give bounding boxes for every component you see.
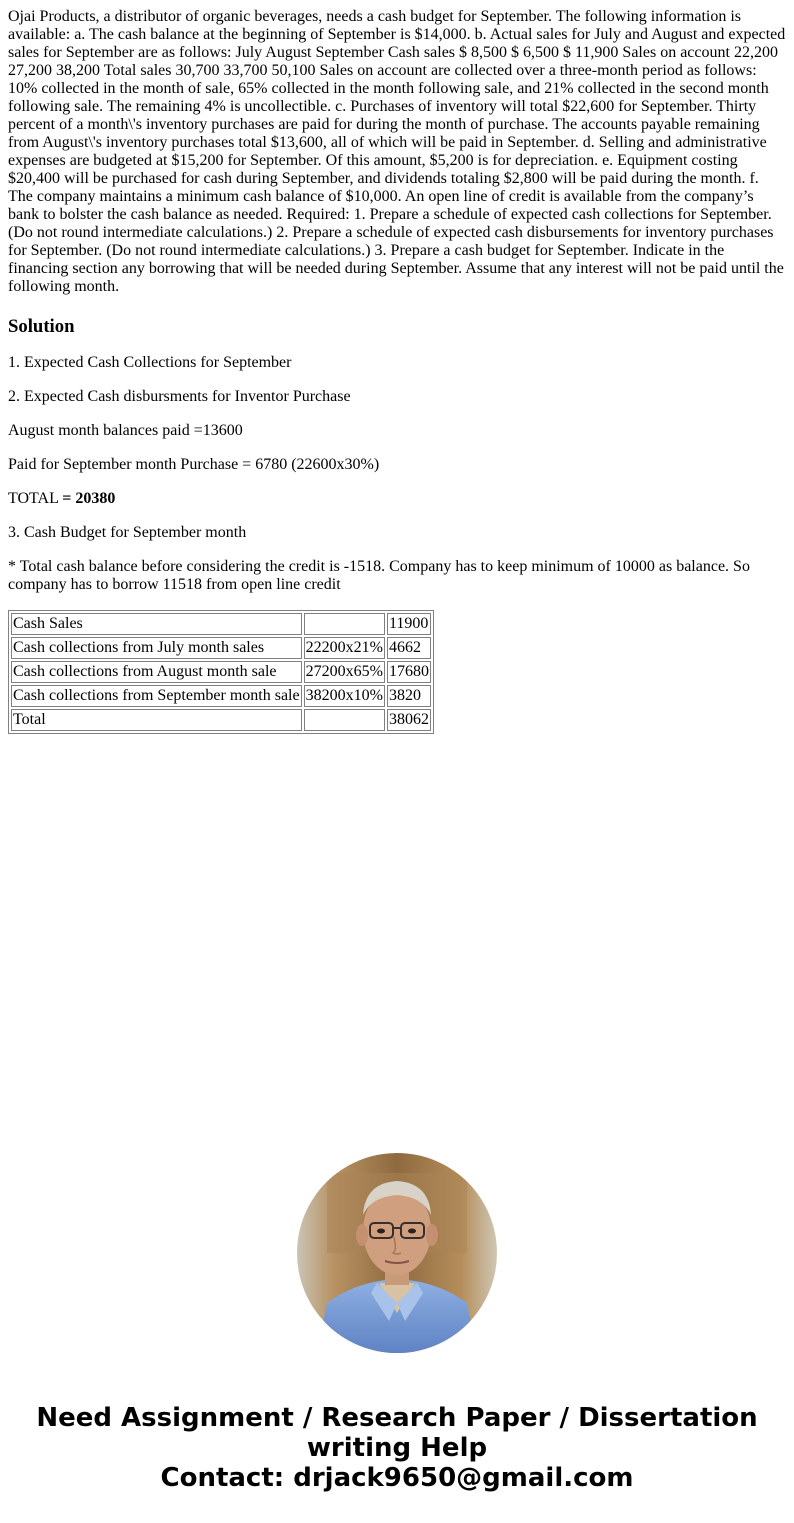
row-label: Cash collections from July month sales	[11, 637, 302, 659]
disbursement-total	[8, 490, 786, 508]
table-row	[11, 613, 431, 635]
page-content	[8, 8, 786, 734]
total-label: TOTAL	[8, 490, 59, 507]
row-label: Cash collections from August month sale	[11, 661, 302, 683]
row-calc	[304, 613, 385, 635]
row-calc: 22200x21%	[304, 637, 385, 659]
table-row	[11, 637, 431, 659]
avatar	[297, 1153, 497, 1353]
assignment-help-ad	[0, 1403, 794, 1493]
solution-heading: Solution	[8, 316, 75, 337]
row-label: Total	[11, 709, 302, 731]
ad-line-1: Need Assignment / Research Paper / Dissertation	[36, 1403, 758, 1433]
august-balance-paid: August month balances paid =13600	[8, 422, 243, 439]
ad-contact-email[interactable]: Contact: drjack9650@gmail.com	[160, 1463, 634, 1493]
borrowing-note: * Total cash balance before considering the credit is -1518. Company has to keep minimum of 10000 as balance. So company has to borrow 11518 from open line credit	[8, 558, 750, 593]
total-value: = 20380	[62, 490, 116, 507]
person-photo-icon	[297, 1153, 497, 1353]
solution-item-1: 1. Expected Cash Collections for September	[8, 354, 292, 371]
row-label: Cash collections from September month sale	[11, 685, 302, 707]
row-calc	[304, 709, 385, 731]
row-amount: 3820	[387, 685, 431, 707]
row-amount: 17680	[387, 661, 431, 683]
row-calc: 38200x10%	[304, 685, 385, 707]
table-row	[11, 685, 431, 707]
row-calc: 27200x65%	[304, 661, 385, 683]
row-amount: 4662	[387, 637, 431, 659]
table-row	[11, 709, 431, 731]
cash-collections-table	[8, 610, 434, 734]
september-purchase-paid: Paid for September month Purchase = 6780 (22600x30%)	[8, 456, 380, 473]
question-text: Ojai Products, a distributor of organic beverages, needs a cash budget for September. The following information is available: a. The cash balance at the beginning of September is $14,000. b. Actual sales for July and August and expected sales for September are as follows: July August September Cash sales $ 8,500 $ 6,500 $ 11,900 Sales on account 22,200 27,200 38,200 Total sales 30,700 33,700 50,100 Sales on account are collected over a three-month period as follows: 10% collected in the month of sale, 65% collected in the month following sale, and 21% collected in the second month following sale. The remaining 4% is uncollectible. c. Purchases of inventory will total $22,600 for September. Thirty percent of a month\'s inventory purchases are paid for during the month of purchase. The accounts payable remaining from August\'s inventory purchases total $13,600, all of which will be paid in September. d. Selling and administrative expenses are budgeted at $15,200 for September. Of this amount, $5,200 is for depreciation. e. Equipment costing $20,400 will be purchased for cash during September, and dividends totaling $2,800 will be paid during the month. f. The company maintains a minimum cash balance of $10,000. An open line of credit is available from the company’s bank to bolster the cash balance as needed. Required: 1. Prepare a schedule of expected cash collections for September. (Do not round intermediate calculations.) 2. Prepare a schedule of expected cash disbursements for inventory purchases for September. (Do not round intermediate calculations.) 3. Prepare a cash budget for September. Indicate in the financing section any borrowing that will be needed during September. Assume that any interest will not be paid until the following month.	[8, 8, 786, 295]
ad-line-2: writing Help	[306, 1433, 488, 1463]
row-amount: 38062	[387, 709, 431, 731]
row-label: Cash Sales	[11, 613, 302, 635]
solution-item-3: 3. Cash Budget for September month	[8, 524, 247, 541]
solution-item-2: 2. Expected Cash disbursments for Inventor Purchase	[8, 388, 351, 405]
row-amount: 11900	[387, 613, 431, 635]
table-row	[11, 661, 431, 683]
